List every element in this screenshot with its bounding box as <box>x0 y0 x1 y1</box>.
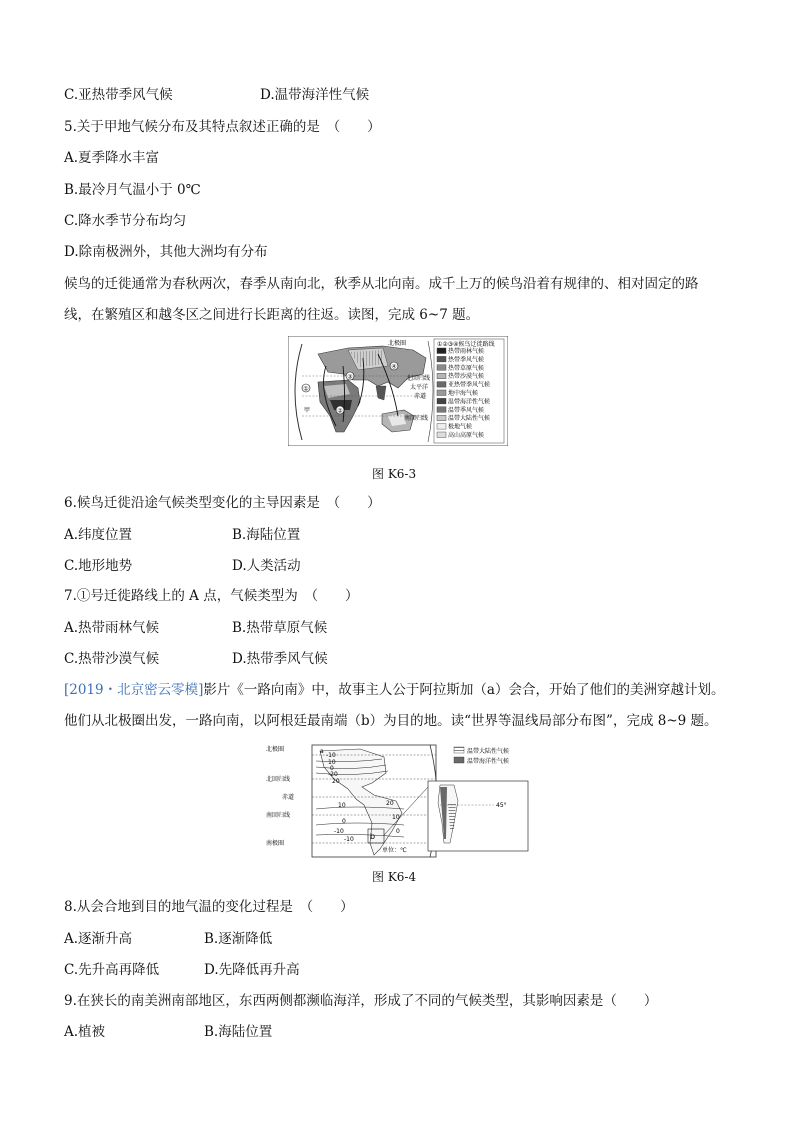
iso-label-2: 10 <box>328 759 336 766</box>
question-7-stem: 7.①号迁徙路线上的 A 点，气候类型为 （ ） <box>64 588 359 604</box>
point-b-label: b <box>370 832 376 841</box>
route-label-3: ③ <box>347 373 353 381</box>
legend-item-label: 地中海气候 <box>448 390 479 397</box>
point-a-label: a <box>320 748 324 755</box>
legend-temperate-oceanic: 温带海洋性气候 <box>467 758 510 765</box>
legend-swatch <box>437 432 446 438</box>
legend-swatch <box>437 356 446 362</box>
legend-swatch <box>437 407 446 413</box>
legend-swatch <box>437 348 446 354</box>
q7-option-a: A.热带雨林气候 <box>64 620 160 636</box>
iso-label-8: -10 <box>334 828 344 835</box>
passage-1-line-2: 线，在繁殖区和越冬区之间进行长距离的往返。读图，完成 6~7 题。 <box>64 307 480 323</box>
q5-option-d: D.除南极洲外，其他大洲均有分布 <box>64 244 268 260</box>
legend-item-label: 热带雨林气候 <box>448 348 485 355</box>
legend-item-label: 温带大陆性气候 <box>448 415 491 423</box>
q7-option-c: C.热带沙漠气候 <box>64 651 160 667</box>
passage-2-line-1-text: 影片《一路向南》中，故事主人公于阿拉斯加（a）会合，开始了他们的美洲穿越计划。 <box>203 682 725 698</box>
q6-option-d: D.人类活动 <box>232 558 301 574</box>
q7-option-b: B.热带草原气候 <box>232 620 328 636</box>
question-5-stem: 5.关于甲地气候分布及其特点叙述正确的是 （ ） <box>64 119 381 135</box>
legend-item-label: 热带草原气候 <box>448 364 485 372</box>
legend-swatch <box>437 398 446 404</box>
iso-label-1: -10 <box>326 752 336 759</box>
q5-option-b: B.最冷月气温小于 0℃ <box>64 182 201 198</box>
question-9-stem: 9.在狭长的南美洲南部地区，东西两侧都濒临海洋，形成了不同的气候类型，其影响因素是（ ） <box>64 993 658 1009</box>
iso-label-4: -20 <box>328 771 338 778</box>
map-label-tropic-cancer: 北回归线 <box>406 375 431 382</box>
legend-swatch <box>437 365 446 371</box>
question-6-stem: 6.候鸟迁徙沿途气候类型变化的主导因素是 （ ） <box>64 495 381 511</box>
iso-label-7: 0 <box>342 818 346 825</box>
route-label-1: ① <box>303 385 309 393</box>
map-label-pacific: 太平洋 <box>410 384 429 391</box>
map-label-equator: 赤道 <box>414 393 427 400</box>
q8-option-c: C.先升高再降低 <box>64 962 160 978</box>
source-tag: [2019・北京密云零模] <box>64 682 204 698</box>
isotherm-map <box>264 743 532 861</box>
legend-routes: ①②③④候鸟迁徙路线 <box>437 341 495 348</box>
legend-item-label: 热带沙漠气候 <box>448 373 485 381</box>
route-label-2: ② <box>337 407 343 415</box>
legend-item-label: 热带季风气候 <box>448 356 485 364</box>
legend-swatch <box>437 382 446 388</box>
q6-option-b: B.海陆位置 <box>232 527 301 543</box>
lat-label-arctic-circle: 北极圈 <box>266 746 285 753</box>
passage-2-line-2: 他们从北极圈出发，一路向南，以阿根廷最南端（b）为目的地。读“世界等温线局部分布图”，完成 8~9 题。 <box>64 713 718 729</box>
figure-k6-4-caption: 图 K6-4 <box>372 870 417 884</box>
q9-option-a: A.植被 <box>64 1024 106 1040</box>
unit-label: 单位：℃ <box>382 847 407 854</box>
route-label-4: ④ <box>391 363 397 371</box>
q8-option-b: B.逐渐降低 <box>204 931 273 947</box>
option-c: C.亚热带季风气候 <box>64 87 173 103</box>
q8-option-d: D.先降低再升高 <box>204 962 300 978</box>
lat-label-equator: 赤道 <box>282 794 295 801</box>
passage-2-line-1 <box>64 681 724 699</box>
legend-item-label: 温带季风气候 <box>448 406 485 414</box>
iso-label-6: 10 <box>338 802 346 809</box>
lat-label-antarctic-circle: 南极圈 <box>266 840 285 847</box>
legend-swatch <box>437 373 446 379</box>
migration-climate-map <box>288 336 508 446</box>
option-d: D.温带海洋性气候 <box>260 87 370 103</box>
iso-label-3: 0 <box>330 765 334 772</box>
iso-label-11: 10 <box>392 814 400 821</box>
legend-item-label: 温带海洋性气候 <box>448 398 491 406</box>
legend-swatch <box>437 424 446 430</box>
question-8-stem: 8.从会合地到目的地气温的变化过程是 （ ） <box>64 899 354 915</box>
q6-option-c: C.地形地势 <box>64 558 133 574</box>
legend-swatch <box>437 415 446 421</box>
q8-option-a: A.逐渐升高 <box>64 931 133 947</box>
isotherm-legend <box>454 747 509 765</box>
q5-option-a: A.夏季降水丰富 <box>64 150 160 166</box>
passage-1-line-1: 候鸟的迁徙通常为春秋两次，春季从南向北，秋季从北向南。成千上万的候鸟沿着有规律的、相对固定的路 <box>64 276 699 292</box>
legend-item-label: 亚热带季风气候 <box>448 381 491 389</box>
q6-option-a: A.纬度位置 <box>64 527 133 543</box>
map-label-tropic-capricorn: 南回归线 <box>404 415 429 422</box>
inset-lat-label: 45° <box>496 802 507 809</box>
map-legend <box>434 339 504 443</box>
iso-label-5: 20 <box>332 778 340 785</box>
iso-label-9: -10 <box>344 836 354 843</box>
lat-label-tropic-cancer: 北回归线 <box>266 776 291 783</box>
q7-option-d: D.热带季风气候 <box>232 651 328 667</box>
iso-label-12: 0 <box>396 828 400 835</box>
figure-k6-3-caption: 图 K6-3 <box>372 467 417 481</box>
legend-item-label: 高山高原气候 <box>448 432 485 439</box>
q5-option-c: C.降水季节分布均匀 <box>64 213 187 229</box>
map-label-jia: 甲 <box>304 407 311 414</box>
q9-option-b: B.海陆位置 <box>204 1024 273 1040</box>
legend-temperate-continental: 温带大陆性气候 <box>467 748 510 755</box>
legend-item-label: 极地气候 <box>448 423 473 431</box>
lat-label-tropic-capricorn: 南回归线 <box>266 812 291 819</box>
iso-label-10: 20 <box>386 800 394 807</box>
map-label-arctic-circle: 北极圈 <box>388 340 407 347</box>
legend-swatch <box>437 390 446 396</box>
